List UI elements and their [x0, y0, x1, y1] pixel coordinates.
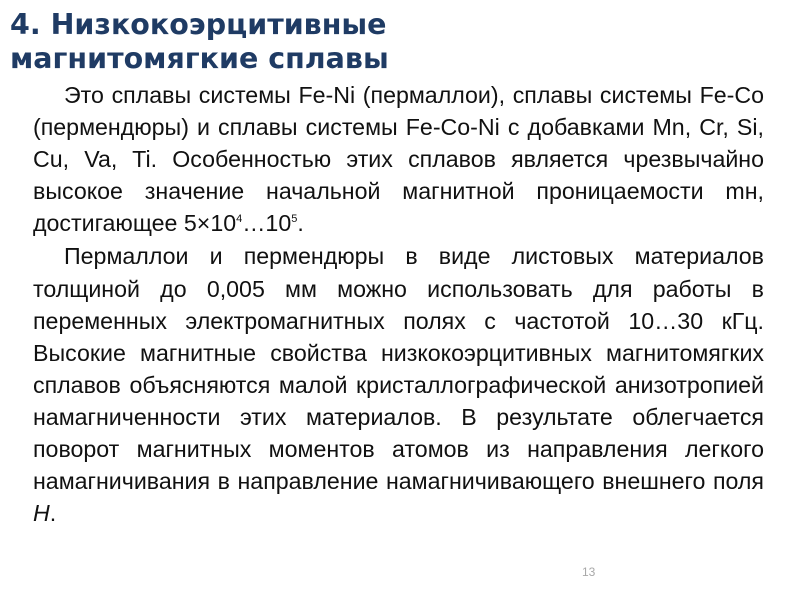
field-symbol-h: H [33, 500, 50, 527]
paragraph-permalloy-usage [33, 240, 764, 529]
paragraph-alloys-intro [33, 79, 764, 239]
paragraph-1-end: . [297, 210, 304, 237]
slide-title [10, 8, 710, 76]
exponent-5: 5 [291, 213, 298, 226]
page-number: 13 [582, 565, 596, 579]
slide-title-line-2: магнитомягкие сплавы [10, 42, 389, 75]
slide-body [33, 79, 764, 529]
paragraph-2-text: Пермаллои и пермендюры в виде листовых материалов толщиной до 0,005 мм можно использовать для работы в переменных электромагнитных полях с частотой 10…30 кГц. Высокие магнитные свойства низкокоэрцитивных магнитомягких сплавов объясняются малой кристаллографической анизотропией намагниченности этих материалов. В результате облегчается поворот магнитных моментов атомов из направления легкого намагничивания в направление намагничивающего внешнего поля [33, 243, 764, 495]
slide-title-line-1: 4. Низкокоэрцитивные [10, 8, 387, 41]
paragraph-2-end: . [49, 500, 57, 527]
paragraph-1-text: Это сплавы системы Fe-Ni (пермаллои), сплавы системы Fe-Co (пермендюры) и сплавы системы Fe-Co-Ni с добавками Mn, Cr, Si, Cu, Va, Ti. Особенностью этих сплавов является чрезвычайно высокое значение начальной магнитной проницаемости mн, достигающее 5×10 [33, 82, 764, 237]
exponent-4: 4 [236, 213, 243, 226]
range-separator: …10 [242, 210, 292, 237]
